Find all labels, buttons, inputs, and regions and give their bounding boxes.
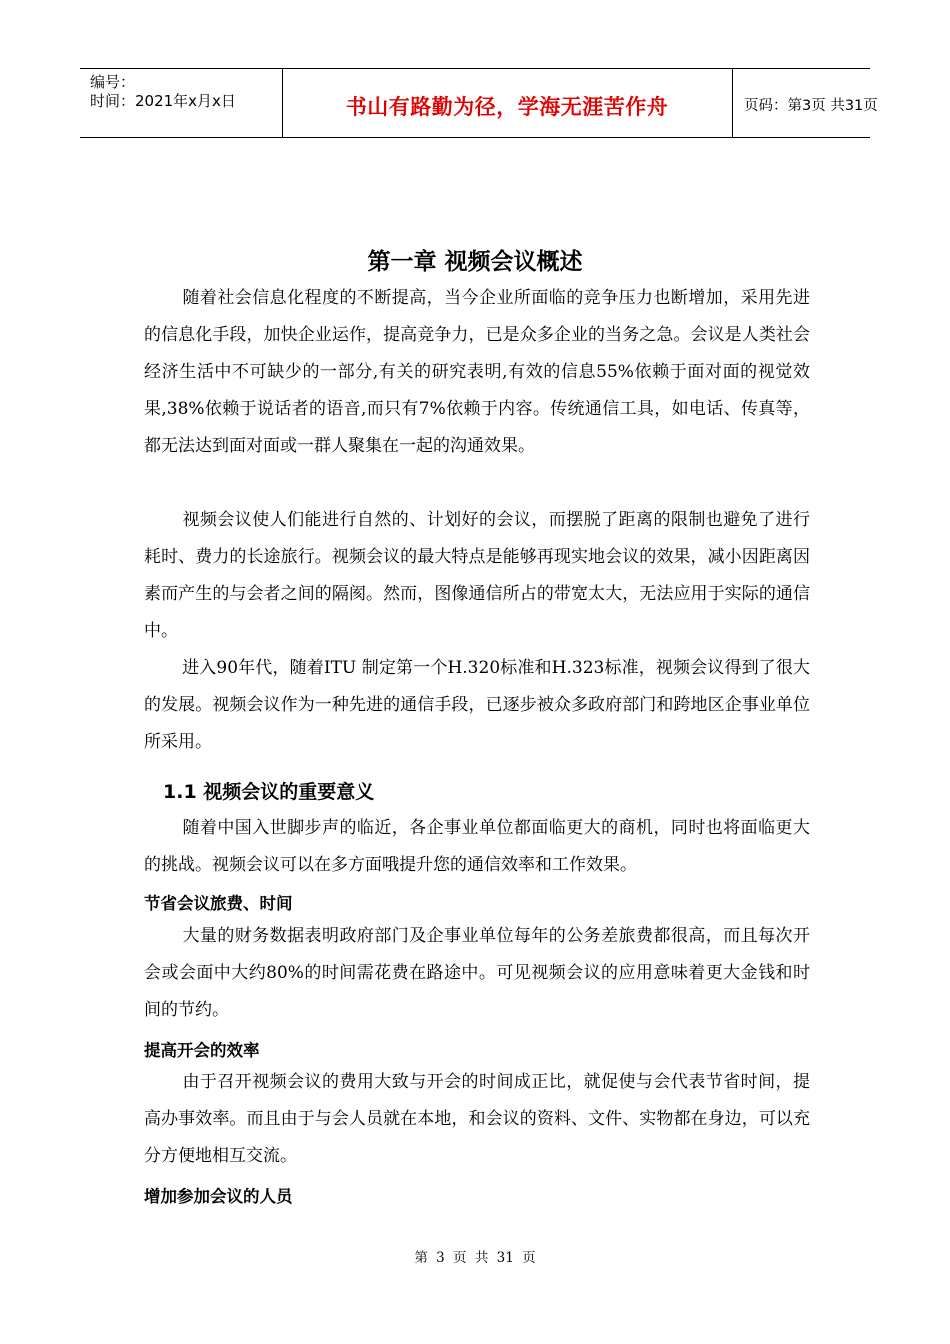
paragraph-text: 随着中国入世脚步声的临近，各企事业单位都面临更大的商机，同时也将面临更大的挑战。视频会议可以在多方面哦提升您的通信效率和工作效果。 bbox=[144, 818, 810, 875]
paragraph bbox=[144, 810, 810, 884]
paragraph bbox=[144, 280, 810, 465]
subheading: 节省会议旅费、时间 bbox=[144, 894, 293, 913]
header-motto-cell bbox=[282, 69, 733, 137]
paragraph-text: 由于召开视频会议的费用大致与开会的时间成正比，就促使与会代表节省时间，提高办事效率。而且由于与会人员就在本地，和会议的资料、文件、实物都在身边，可以充分方便地相互交流。 bbox=[144, 1072, 810, 1166]
paragraph-text: 大量的财务数据表明政府部门及企事业单位每年的公务差旅费都很高，而且每次开会或会面中大约80%的时间需花费在路途中。可见视频会议的应用意味着更大金钱和时间的节约。 bbox=[144, 926, 810, 1020]
paragraph bbox=[144, 502, 810, 650]
page-header bbox=[80, 68, 878, 138]
paragraph bbox=[144, 650, 810, 761]
chapter-title: 第一章 视频会议概述 bbox=[367, 249, 583, 275]
page-footer: 第 3 页 共 31 页 bbox=[414, 1250, 536, 1266]
subheading: 提高开会的效率 bbox=[144, 1041, 260, 1060]
paragraph-text: 进入90年代，随着ITU 制定第一个H.320标准和H.323标准，视频会议得到了很大的发展。视频会议作为一种先进的通信手段，已逐步被众多政府部门和跨地区企事业单位所采用。 bbox=[144, 658, 810, 752]
paragraph bbox=[144, 918, 810, 1029]
motto: 书山有路勤为径，学海无涯苦作舟 bbox=[345, 95, 669, 119]
subheading: 增加参加会议的人员 bbox=[144, 1187, 293, 1206]
header-meta-cell bbox=[80, 69, 283, 137]
section-heading: 1.1 视频会议的重要意义 bbox=[163, 781, 375, 803]
number-label: 编号： bbox=[90, 73, 136, 91]
paragraph-text: 随着社会信息化程度的不断提高，当今企业所面临的竞争压力也断增加，采用先进的信息化手段，加快企业运作，提高竞争力，已是众多企业的当务之急。会议是人类社会经济生活中不可缺少的一部分,有关的研究表明,有效的信息55%依赖于面对面的视觉效果,38%依赖于说话者的语音,而只有7%依赖于内容。传统通信工具，如电话、传真等，都无法达到面对面或一群人聚集在一起的沟通效果。 bbox=[144, 288, 810, 456]
page-info: 页码：第3页 共31页 bbox=[744, 98, 878, 114]
time-label: 时间：2021年x月x日 bbox=[90, 92, 236, 110]
paragraph-text: 视频会议使人们能进行自然的、计划好的会议，而摆脱了距离的限制也避免了进行耗时、费力的长途旅行。视频会议的最大特点是能够再现实地会议的效果，减小因距离因素而产生的与会者之间的隔阂。然而，图像通信所占的带宽太大，无法应用于实际的通信中。 bbox=[144, 510, 810, 641]
paragraph bbox=[144, 1064, 810, 1175]
header-page-cell bbox=[732, 69, 878, 137]
